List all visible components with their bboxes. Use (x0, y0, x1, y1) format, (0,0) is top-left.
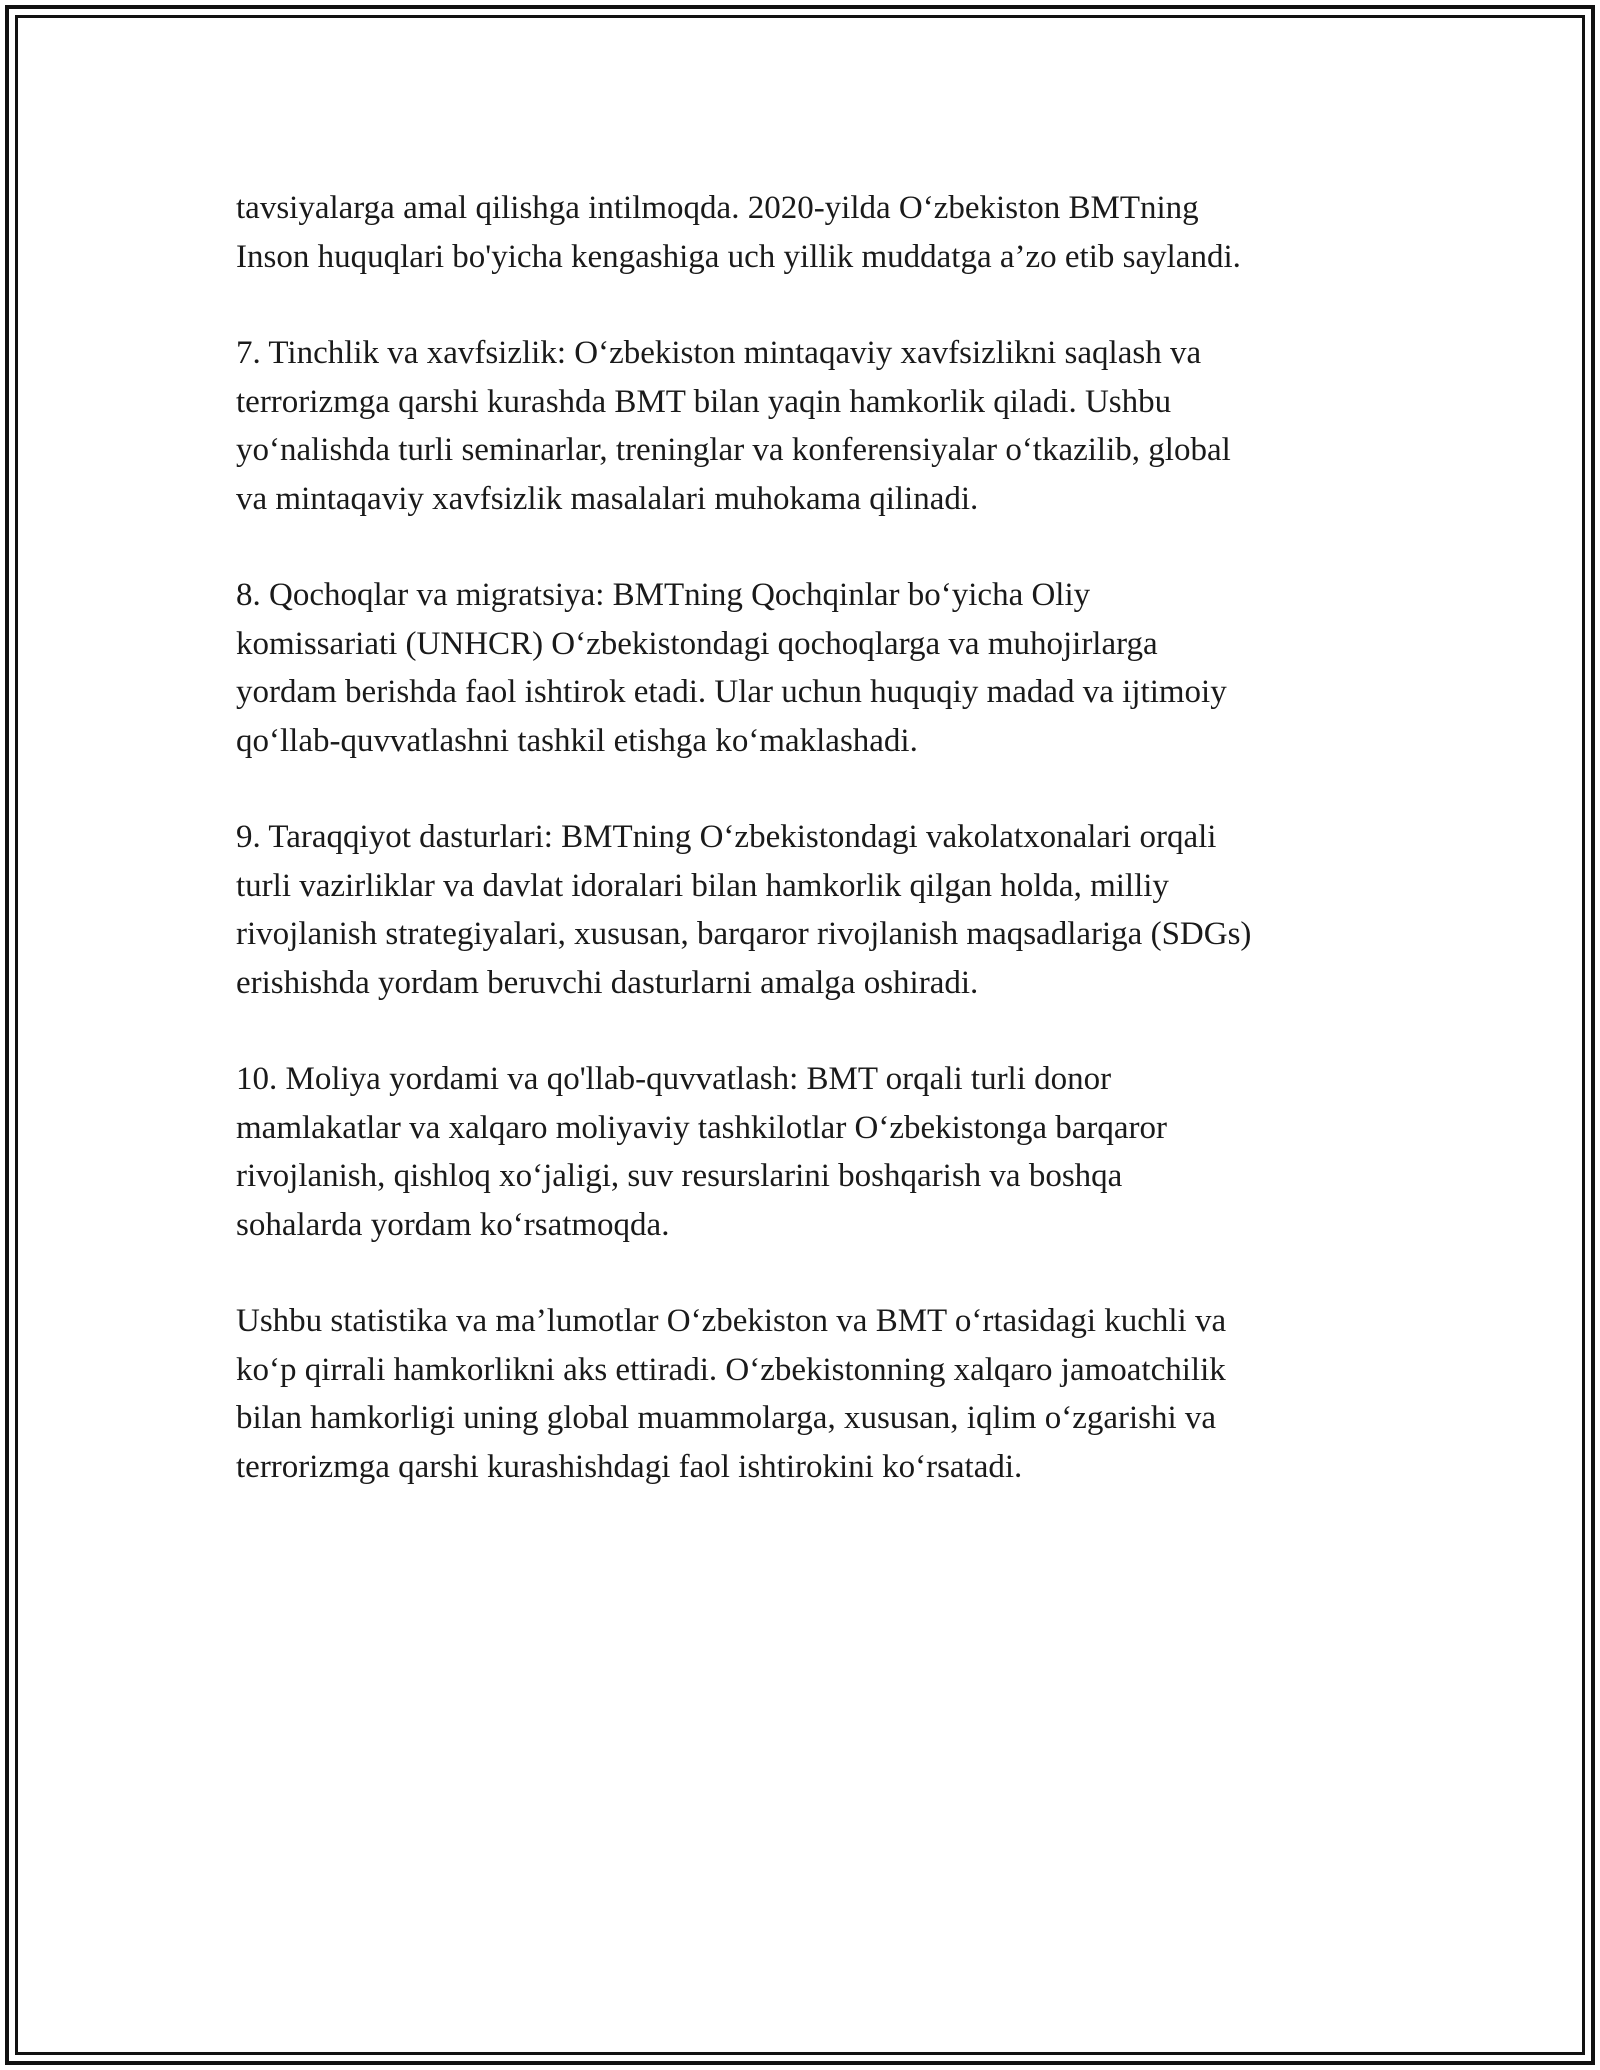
paragraph-conclusion: Ushbu statistika va ma’lumotlar O‘zbekiston va BMT o‘rtasidagi kuchli va ko‘p qirrali hamkorlikni aks ettiradi. O‘zbekistonning xalqaro jamoatchilik bilan hamkorligi uning global muammolarga, xususan, iqlim o‘zgarishi va terrorizmga qarshi kurashishdagi faol ishtirokini ko‘rsatadi. (236, 1303, 1227, 1485)
document-body (236, 184, 1376, 1539)
paragraph-peace-security: 7. Tinchlik va xavfsizlik: O‘zbekiston mintaqaviy xavfsizlikni saqlash va terrorizmga qarshi kurashda BMT bilan yaqin hamkorlik qiladi. Ushbu yo‘nalishda turli seminarlar, treninglar va konferensiyalar o‘tkazilib, global va mintaqaviy xavfsizlik masalalari muhokama qilinadi. (236, 335, 1231, 517)
paragraph-refugees-migration: 8. Qochoqlar va migratsiya: BMTning Qochqinlar bo‘yicha Oliy komissariati (UNHCR) O‘zbekistondagi qochoqlarga va muhojirlarga yordam berishda faol ishtirok etadi. Ular uchun huquqiy madad va ijtimoiy qo‘llab-quvvatlashni tashkil etishga ko‘maklashadi. (236, 577, 1227, 759)
paragraph-development-programs: 9. Taraqqiyot dasturlari: BMTning O‘zbekistondagi vakolatxonalari orqali turli vazirliklar va davlat idoralari bilan hamkorlik qilgan holda, milliy rivojlanish strategiyalari, xususan, barqaror rivojlanish maqsadlariga (SDGs) erishishda yordam beruvchi dasturlarni amalga oshiradi. (236, 819, 1252, 1001)
paragraph-intro-continuation: tavsiyalarga amal qilishga intilmoqda. 2020-yilda O‘zbekiston BMTning Inson huquqlari bo'yicha kengashiga uch yillik muddatga a’zo etib saylandi. (236, 190, 1241, 275)
paragraph-financial-support: 10. Moliya yordami va qo'llab-quvvatlash: BMT orqali turli donor mamlakatlar va xalqaro moliyaviy tashkilotlar O‘zbekistonga barqaror rivojlanish, qishloq xo‘jaligi, suv resurslarini boshqarish va boshqa sohalarda yordam ko‘rsatmoqda. (236, 1061, 1168, 1243)
